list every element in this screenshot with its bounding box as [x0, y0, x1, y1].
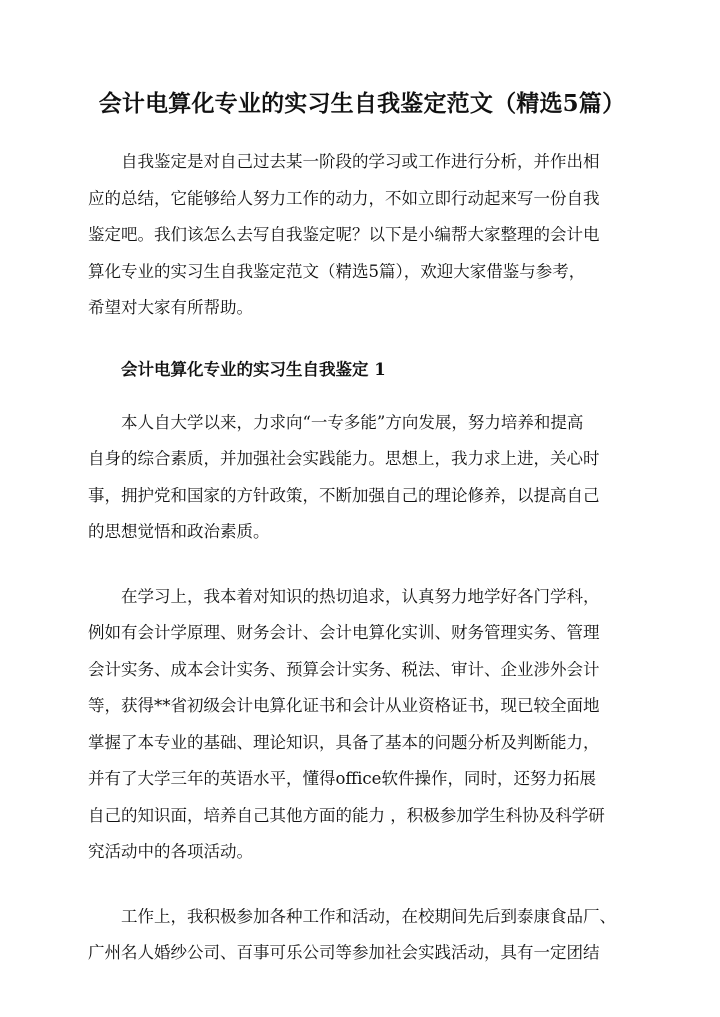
- body-paragraph-2: [88, 579, 636, 871]
- text-line: 鉴定吧。我们该怎么去写自我鉴定呢？以下是小编帮大家整理的会计电: [88, 225, 600, 244]
- text-line: 应的总结，它能够给人努力工作的动力，不如立即行动起来写一份自我: [88, 188, 600, 208]
- text-line: 自身的综合素质，并加强社会实践能力。思想上，我力求上进，关心时: [88, 449, 600, 468]
- text-line: 掌握了本专业的基础、理论知识，具备了基本的问题分析及判断能力，: [88, 732, 600, 752]
- text-line: 等，获得**省初级会计电算化证书和会计从业资格证书，现已较全面地: [88, 696, 600, 715]
- text-line: 算化专业的实习生自我鉴定范文（精选5篇），欢迎大家借鉴与参考，: [88, 261, 586, 281]
- text-line: 在学习上，我本着对知识的热切追求，认真努力地学好各门学科，: [121, 586, 600, 606]
- text-line: 工作上，我积极参加各种工作和活动，在校期间先后到泰康食品厂、: [121, 906, 616, 926]
- text-line: 究活动中的各项活动。: [88, 842, 253, 861]
- text-line: 本人自大学以来，力求向“一专多能”方向发展，努力培养和提高: [121, 412, 584, 432]
- text-line: 自我鉴定是对自己过去某一阶段的学习或工作进行分析，并作出相: [121, 152, 600, 171]
- intro-paragraph: [88, 144, 636, 327]
- text-line: 会计实务、成本会计实务、预算会计实务、税法、审计、企业涉外会计: [88, 659, 600, 679]
- text-line: 广州名人婚纱公司、百事可乐公司等参加社会实践活动，具有一定团结: [88, 943, 600, 962]
- text-line: 自己的知识面，培养自己其他方面的能力 ，积极参加学生科协及科学研: [88, 805, 605, 825]
- text-line: 并有了大学三年的英语水平，懂得office软件操作，同时，还努力拓展: [88, 769, 596, 788]
- body-paragraph-1: [88, 405, 636, 551]
- text-line: 的思想觉悟和政治素质。: [88, 522, 270, 541]
- document-title: 会计电算化专业的实习生自我鉴定范文（精选5篇）: [98, 90, 626, 117]
- body-paragraph-3: [88, 899, 636, 972]
- section-heading: 会计电算化专业的实习生自我鉴定 1: [121, 359, 386, 379]
- text-line: 希望对大家有所帮助。: [88, 298, 253, 317]
- text-line: 例如有会计学原理、财务会计、会计电算化实训、财务管理实务、管理: [88, 623, 600, 642]
- text-line: 事，拥护党和国家的方针政策，不断加强自己的理论修养，以提高自己: [88, 485, 600, 505]
